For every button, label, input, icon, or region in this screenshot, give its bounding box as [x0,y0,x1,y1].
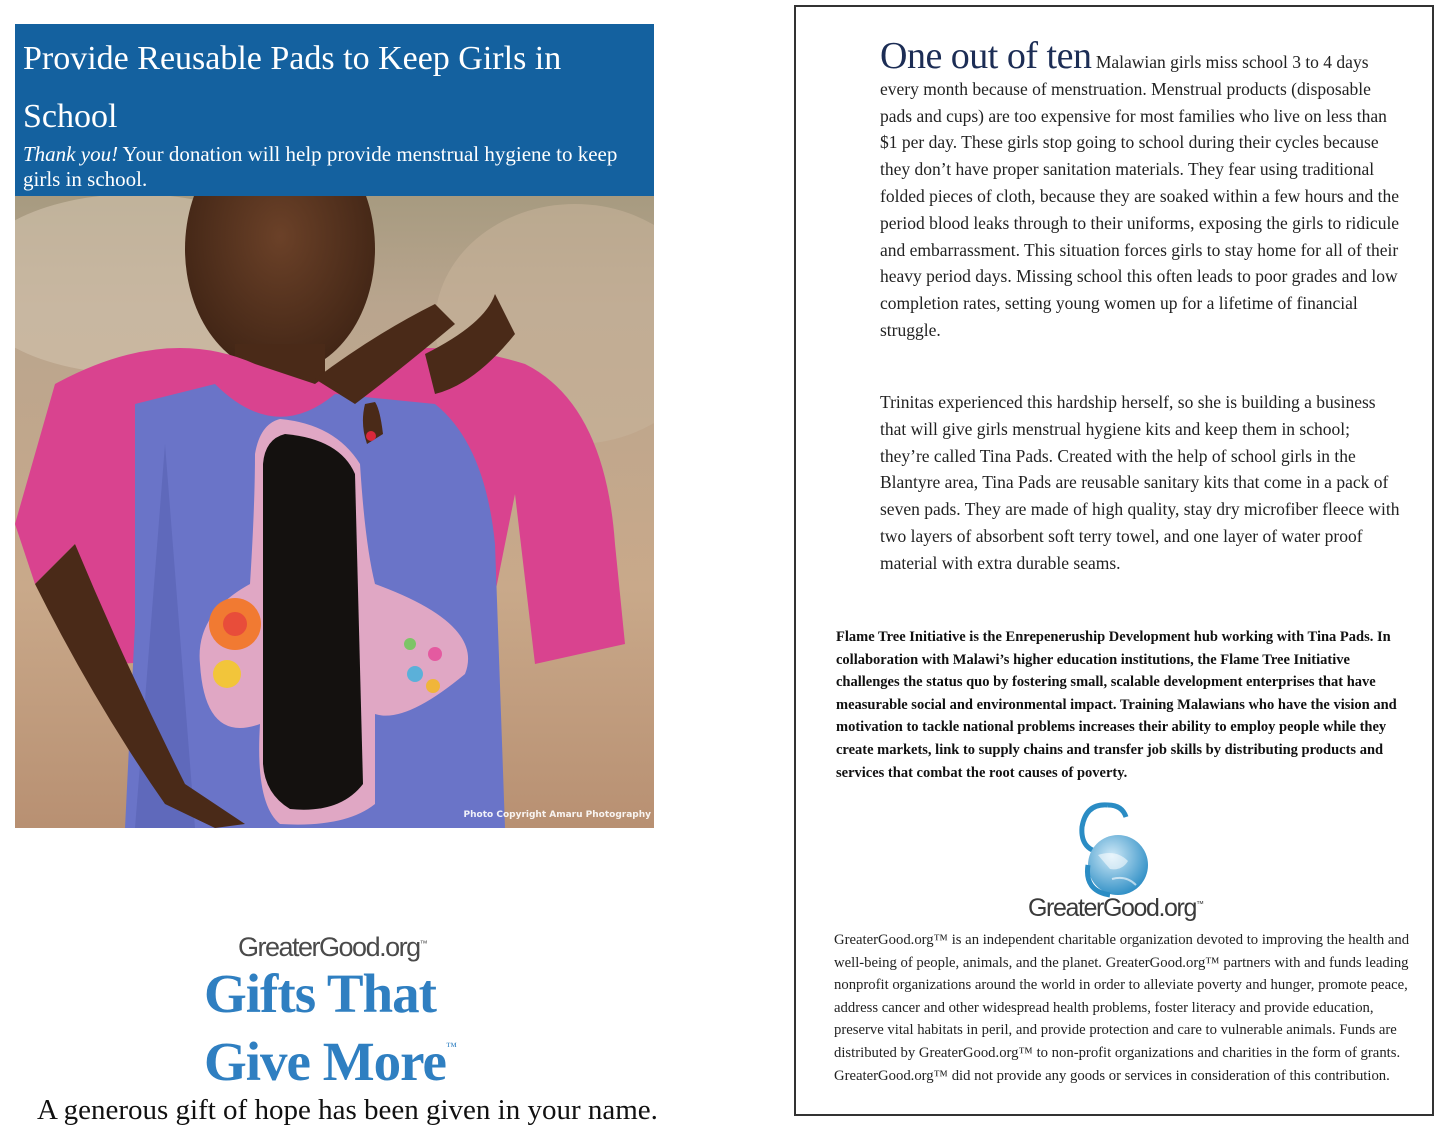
banner-subtitle [23,142,644,192]
logo-line2-tm: ™ [445,1041,457,1053]
gift-message: A generous gift of hope has been given in your name. [37,1094,658,1126]
thank-you-text: Thank you! [23,142,119,166]
gg-tm: ™ [1196,899,1204,909]
intro-paragraph [880,35,1400,344]
photo-panel [15,24,654,828]
intro-text: Malawian girls miss school 3 to 4 days every month because of menstruation. Menstrual products (disposable pads and cups) are too expensive for most families who live on less than $1 per day. These girls stop going to school during their cycles because they don’t have proper sanitation materials. They fear using traditional folded pieces of cloth, because they are soaked within a few hours and the period blood leaks through to their uniforms, exposing the girls to ridicule and embarrassment. This situation forces girls to stay home for all of their heavy period days. Missing school this often leads to poor grades and low completion rates, setting young women up for a lifetime of financial struggle. [880,52,1400,340]
banner-subtitle-text: Your donation will help provide menstrual hygiene to keep girls in school. [23,142,618,191]
photo-credit: Photo Copyright Amaru Photography [463,810,651,820]
greatergood-logo [1026,799,1216,929]
flame-tree-paragraph: Flame Tree Initiative is the Enrepeneruship Development hub working with Tina Pads. In collaboration with Malawi’s higher education institutions, the Flame Tree Initiative challenges the status quo by fostering small, scalable development enterprises that have measurable social and environmental impact. Training Malawians who have the vision and motivation to tackle national problems increases their ability to employ people while they create markets, link to supply chains and transfer job skills by distributing products and services that combat the root causes of poverty. [836,629,1397,781]
gifts-that-give-more-logo [200,932,480,1092]
logo-tm: ™ [419,939,428,948]
logo-line1: Gifts That [204,963,436,1024]
greatergood-logo-text [1028,894,1204,923]
lead-text: One out of ten [880,35,1092,77]
logo-line2 [204,1019,457,1090]
logo-org-text: GreaterGood.org [238,932,420,962]
logo-line2-text: Give More [204,1031,446,1092]
title-banner [15,24,654,196]
info-card [794,5,1434,1116]
greatergood-about: GreaterGood.org™ is an independent charitable organization devoted to improving the health and well-being of people, animals, and the planet. GreaterGood.org™ partners with and funds leading nonprofit organizations around the world in order to alleviate poverty and hunger, promote peace, address cancer and other widespread health problems, foster literacy and provide education, preserve vital habitats in peril, and provide protection and care to vulnerable animals. Funds are distributed by GreaterGood.org™ to non-profit organizations and charities in the form of grants. GreaterGood.org™ did not provide any goods or services in consideration of this contribution. [834,932,1410,1084]
trinitas-paragraph: Trinitas experienced this hardship herself, so she is building a business that will give girls menstrual hygiene kits and keep them in school; they’re called Tina Pads. Created with the help of school girls in the Blantyre area, Tina Pads are reusable sanitary kits that come in a pack of seven pads. They are made of high quality, stay dry microfiber fleece with two layers of absorbent soft terry towel, and one layer of water proof material with extra durable seams. [880,392,1400,573]
banner-title: Provide Reusable Pads to Keep Girls in School [23,40,562,135]
globe-icon [1026,799,1216,899]
gg-text: GreaterGood.org [1028,894,1196,922]
logo-org-name [238,932,428,963]
